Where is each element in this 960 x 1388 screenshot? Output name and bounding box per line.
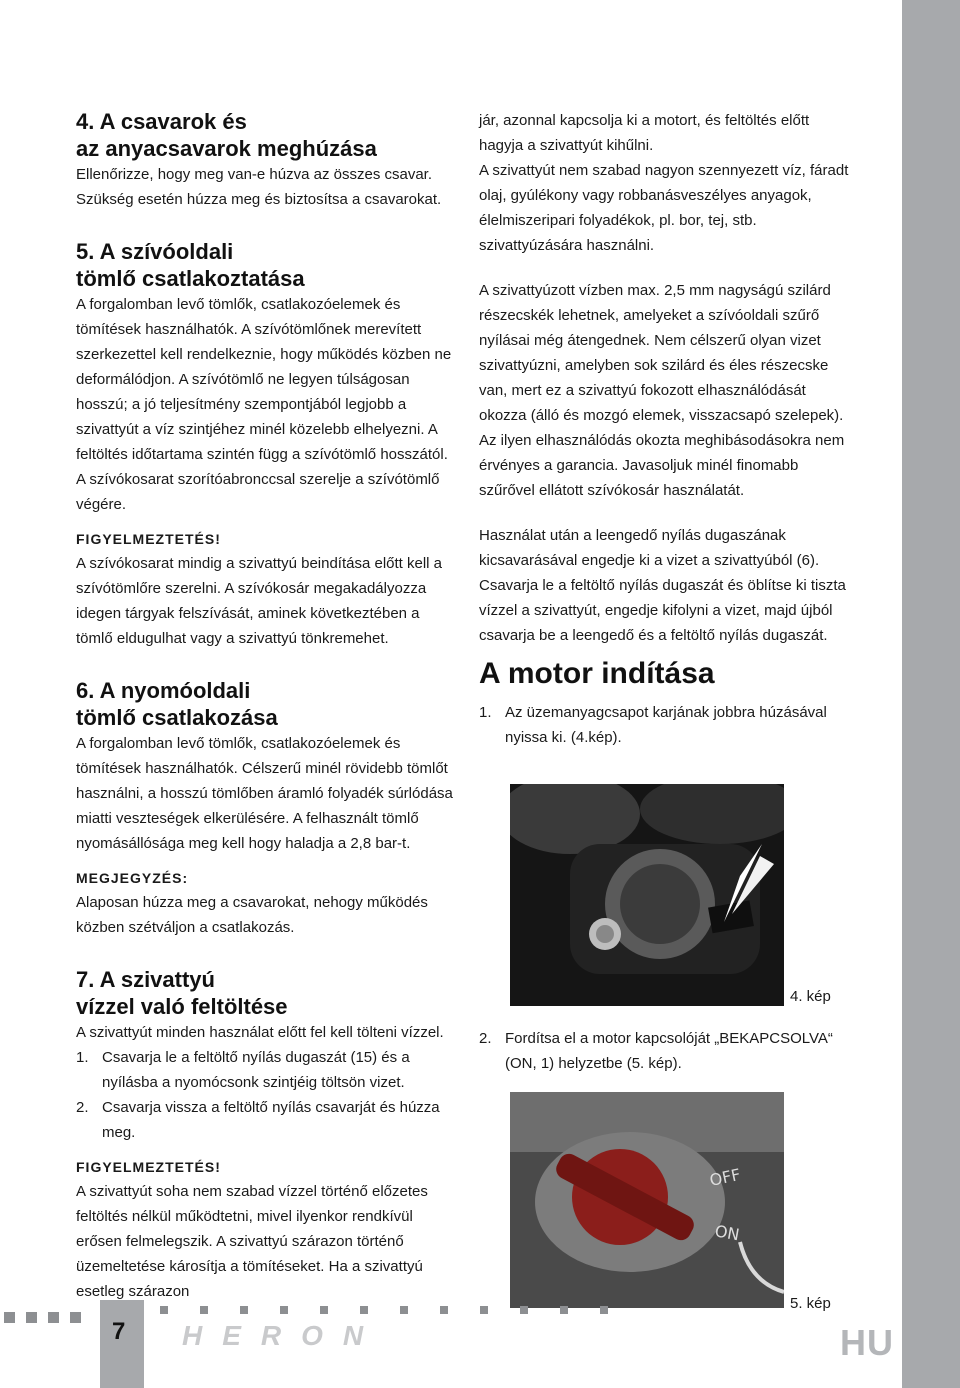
motor-step-1 xyxy=(479,700,851,750)
section-4-text: Ellenőrizze, hogy meg van-e húzva az összes csavar. Szükség esetén húzza meg és biztosítsa a csavarokat. xyxy=(76,166,442,208)
photo-4-caption: 4. kép xyxy=(790,988,831,1005)
heron-logo: HERON xyxy=(182,1320,384,1351)
section-5-title: 5. A szívóoldali tömlő csatlakoztatása xyxy=(76,239,305,291)
list-item: 2. Fordítsa el a motor kapcsolóját „BEKAPCSOLVA“ (ON, 1) helyzetbe (5. kép). xyxy=(479,1030,833,1072)
section-7-intro: A szivattyút minden használat előtt fel kell tölteni vízzel. xyxy=(76,1024,444,1041)
paragraph-3: A szivattyúzott vízben max. 2,5 mm nagyságú szilárd részecskék lehetnek, amelyeket a szívóoldali szűrő nyílásai még átengednek. Nem célszerű olyan vizet szivattyúzni, amelyben sok szilárd és éles részecske van, mert ez a szivattyú fokozott elhasználódását okozza (álló és mozgó elemek, visszacsapó szelepek). Az ilyen elhasználódás okozta meghibásodásokra nem érvényes a garancia. Javasoljuk minél finomabb szűrővel ellátott szívókosár használatát. xyxy=(479,282,845,499)
section-7-title: 7. A szivattyú vízzel való feltöltése xyxy=(76,967,288,1019)
paragraph-1: jár, azonnal kapcsolja ki a motort, és feltöltés előtt hagyja a szivattyút kihűlni. xyxy=(479,112,810,154)
list-item: 2. Csavarja vissza a feltöltő nyílás csavarját és húzza meg. xyxy=(76,1099,440,1141)
right-column xyxy=(479,108,851,750)
language-code: HU xyxy=(840,1322,894,1363)
section-4-title: 4. A csavarok és az anyacsavarok meghúzása xyxy=(76,109,377,161)
section-7-steps xyxy=(76,1045,456,1145)
paragraph-4: Használat után a leengedő nyílás dugaszának kicsavarásával engedje ki a vizet a szivattyúból (6). Csavarja le a feltöltő nyílás dugaszát és öblítse ki tiszta vízzel a szivattyút, engedje kifolyni a vizet, majd újból csavarja be a leengedő és a feltöltő nyílás dugaszát. xyxy=(479,527,846,644)
list-item: 1. Az üzemanyagcsapot karjának jobbra húzásával nyissa ki. (4.kép). xyxy=(479,704,827,746)
page-number: 7 xyxy=(112,1318,126,1345)
note-label: MEGJEGYZÉS: xyxy=(76,870,189,886)
fuel-tap-photo xyxy=(510,784,784,1006)
section-6-text: A forgalomban levő tömlők, csatlakozóelemek és tömítések használhatók. Célszerű minél rövidebb tömlőt használni, a hosszú tömlőben áramló folyadék súrlódása miatti veszteségek elkerülésére. A felhasznált tömlő nyomásállósága meg kell hogy haladja a 2,8 bar-t. xyxy=(76,735,453,852)
left-column xyxy=(76,108,456,1304)
switch-off-label: OFF xyxy=(707,1164,743,1190)
photo-5-caption: 5. kép xyxy=(790,1295,831,1312)
section-5-text: A forgalomban levő tömlők, csatlakozóelemek és tömítések használhatók. A szívótömlőnek merevített szerkezettel kell rendelkeznie, hogy működés közben ne deformálódjon. A szívótömlő ne legyen túlságosan hosszú; a jó teljesítmény szempontjából legjobb a szivattyút a víz szintjéhez minél közelebb elhelyezni. A feltöltés időtartama szintén függ a szívótömlő hosszától. A szívókosarat szorítóabronccsal szerelje a szívótömlő végére. xyxy=(76,296,452,513)
warning-label-1: FIGYELMEZTETÉS! xyxy=(76,531,221,547)
section-6-title: 6. A nyomóoldali tömlő csatlakozása xyxy=(76,678,278,730)
motor-step-2-block xyxy=(479,1026,851,1076)
switch-on-label: ON xyxy=(713,1221,741,1245)
note-text: Alaposan húzza meg a csavarokat, nehogy működés közben szétváljon a csatlakozás. xyxy=(76,894,428,936)
motor-step-2 xyxy=(479,1026,851,1076)
side-color-bar xyxy=(902,0,960,1388)
motor-start-title: A motor indítása xyxy=(479,657,715,690)
warning-text-1: A szívókosarat mindig a szivattyú beindítása előtt kell a szívótömlőre szerelni. A szívókosár megakadályozza idegen tárgyak felszívását, aminek következtében a tömlő eldugulhat vagy a szivattyú tönkremehet. xyxy=(76,555,443,647)
warning-label-2: FIGYELMEZTETÉS! xyxy=(76,1159,221,1175)
list-item: 1. Csavarja le a feltöltő nyílás dugaszát (15) és a nyílásba a nyomócsonk szintjéig töltsön vizet. xyxy=(76,1049,410,1091)
warning-text-2: A szivattyút soha nem szabad vízzel történő előzetes feltöltés nélkül működtetni, mivel ilyenkor rendkívül erősen felmelegszik. A szivattyú szárazon történő üzemeltetése károsítja a tömítéseket. Ha a szivattyú esetleg szárazon xyxy=(76,1183,428,1300)
paragraph-2: A szivattyút nem szabad nagyon szennyezett víz, fáradt olaj, gyúlékony vagy robbanásveszélyes anyagok, élelmiszeripari folyadékok, pl. bor, tej, stb. szivattyúzására használni. xyxy=(479,162,849,254)
engine-switch-photo xyxy=(510,1092,784,1308)
